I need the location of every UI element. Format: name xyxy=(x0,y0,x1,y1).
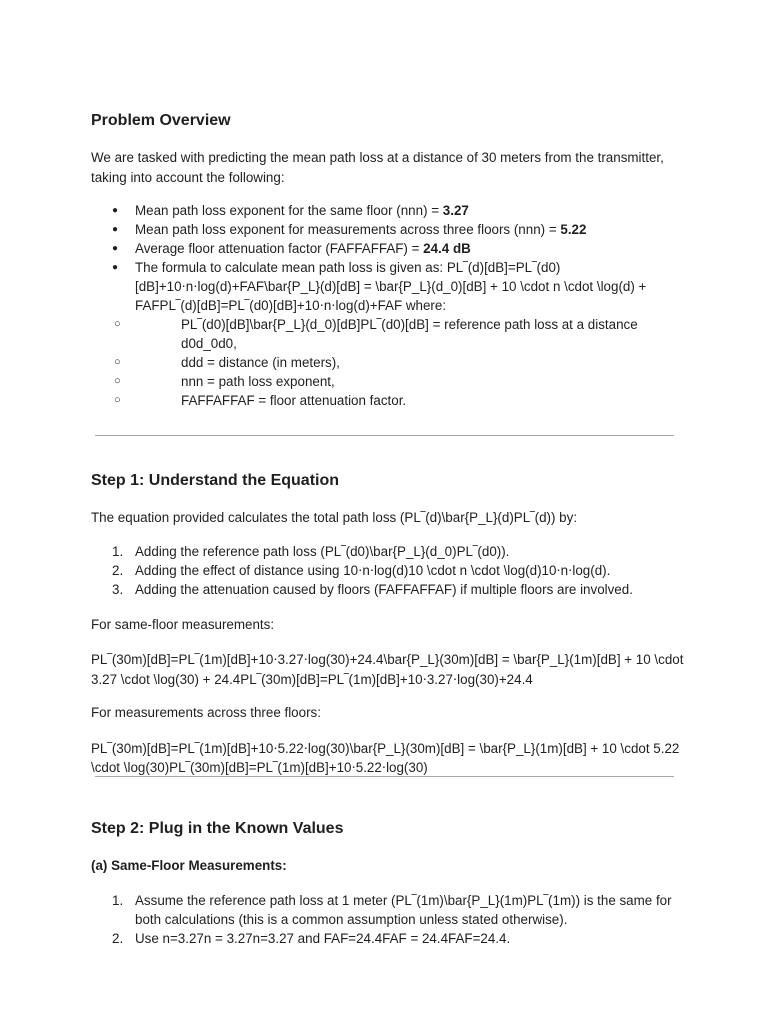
list-item: ● Mean path loss exponent for the same floor (nnn) = 3.27 xyxy=(91,201,691,220)
list-item: ○ nnn = path loss exponent, xyxy=(91,372,691,391)
list-item: ○ FAFFAFFAF = floor attenuation factor. xyxy=(91,391,691,410)
overview-intro: We are tasked with predicting the mean path loss at a distance of 30 meters from the transmitter, taking into account the following: xyxy=(91,150,664,185)
same-floor-label: For same-floor measurements: xyxy=(91,616,275,632)
list-item: ○ ddd = distance (in meters), xyxy=(91,353,691,372)
document-body xyxy=(91,110,691,948)
same-floor-equation: PL‾(30m)[dB]=PL‾(1m)[dB]+10⋅3.27⋅log(30)+24.4\bar{P_L}(30m)[dB] = \bar{P_L}(1m)[dB] + 10 \cdot 3.27 \cdot \log(30) + 24.4PL‾(30m)[dB]=PL‾(1m)[dB]+10⋅3.27⋅log(30)+24.4 xyxy=(91,652,684,687)
step1-intro: The equation provided calculates the total path loss (PL‾(d)\bar{P_L}(d)PL‾(d)) by: xyxy=(91,510,578,525)
list-item: ○ PL‾(d0)[dB]\bar{P_L}(d_0)[dB]PL‾(d0)[dB] = reference path loss at a distance d0d_0d0, xyxy=(91,315,691,353)
list-item: 2. Adding the effect of distance using 10⋅n⋅log(d)10 \cdot n \cdot \log(d)10⋅n⋅log(d). xyxy=(112,562,611,578)
formula-definitions-list xyxy=(91,315,691,410)
same-floor-subheading: (a) Same-Floor Measurements: xyxy=(91,857,287,873)
section-divider xyxy=(95,435,674,436)
section-divider xyxy=(95,776,674,777)
step1-numbered-list xyxy=(91,542,691,599)
section-heading-problem-overview: Problem Overview xyxy=(91,112,231,129)
section-heading-step-1: Step 1: Understand the Equation xyxy=(91,472,340,489)
list-item: 1. Assume the reference path loss at 1 meter (PL‾(1m)\bar{P_L}(1m)PL‾(1m)) is the same for both calculations (this is a common assumption unless stated otherwise). xyxy=(112,892,672,927)
section-heading-step-2: Step 2: Plug in the Known Values xyxy=(91,819,344,837)
three-floor-equation: PL‾(30m)[dB]=PL‾(1m)[dB]+10⋅5.22⋅log(30)\bar{P_L}(30m)[dB] = \bar{P_L}(1m)[dB] + 10 \cdot 5.22 \cdot \log(30)PL‾(30m)[dB]=PL‾(1m)[dB]+10⋅5.22⋅log(30) xyxy=(91,740,680,775)
three-floor-label: For measurements across three floors: xyxy=(91,705,321,720)
list-item: 3. Adding the attenuation caused by floors (FAFFAFFAF) if multiple floors are involved. xyxy=(112,581,633,597)
list-item: 1. Adding the reference path loss (PL‾(d0)\bar{P_L}(d_0)PL‾(d0)). xyxy=(112,543,510,559)
list-item: ● The formula to calculate mean path loss is given as: PL‾(d)[dB]=PL‾(d0)[dB]+10⋅n⋅log(d)+FAF\bar{P_L}(d)[dB] = \bar{P_L}(d_0)[dB] + 10 \cdot n \cdot \log(d) + FAFPL‾(d)[dB]=PL‾(d0)[dB]+10⋅n⋅log(d)+FAF where: ○ PL‾(d0)[dB]\bar{P_L}(d_0)[dB]PL‾(d0)[dB] = reference path loss at a distance d0d_0d0, ○ ddd = distance (in meters), ○ nnn = path loss exponent, ○ FAFFAFFAF = floor attenuation factor. xyxy=(91,258,691,410)
overview-bullet-list xyxy=(91,201,691,410)
step2-numbered-list xyxy=(91,891,691,948)
list-item: 2. Use n=3.27n = 3.27n=3.27 and FAF=24.4FAF = 24.4FAF=24.4. xyxy=(112,930,511,946)
list-item: ● Average floor attenuation factor (FAFFAFFAF) = 24.4 dB xyxy=(91,239,691,258)
list-item: ● Mean path loss exponent for measurements across three floors (nnn) = 5.22 xyxy=(91,220,691,239)
